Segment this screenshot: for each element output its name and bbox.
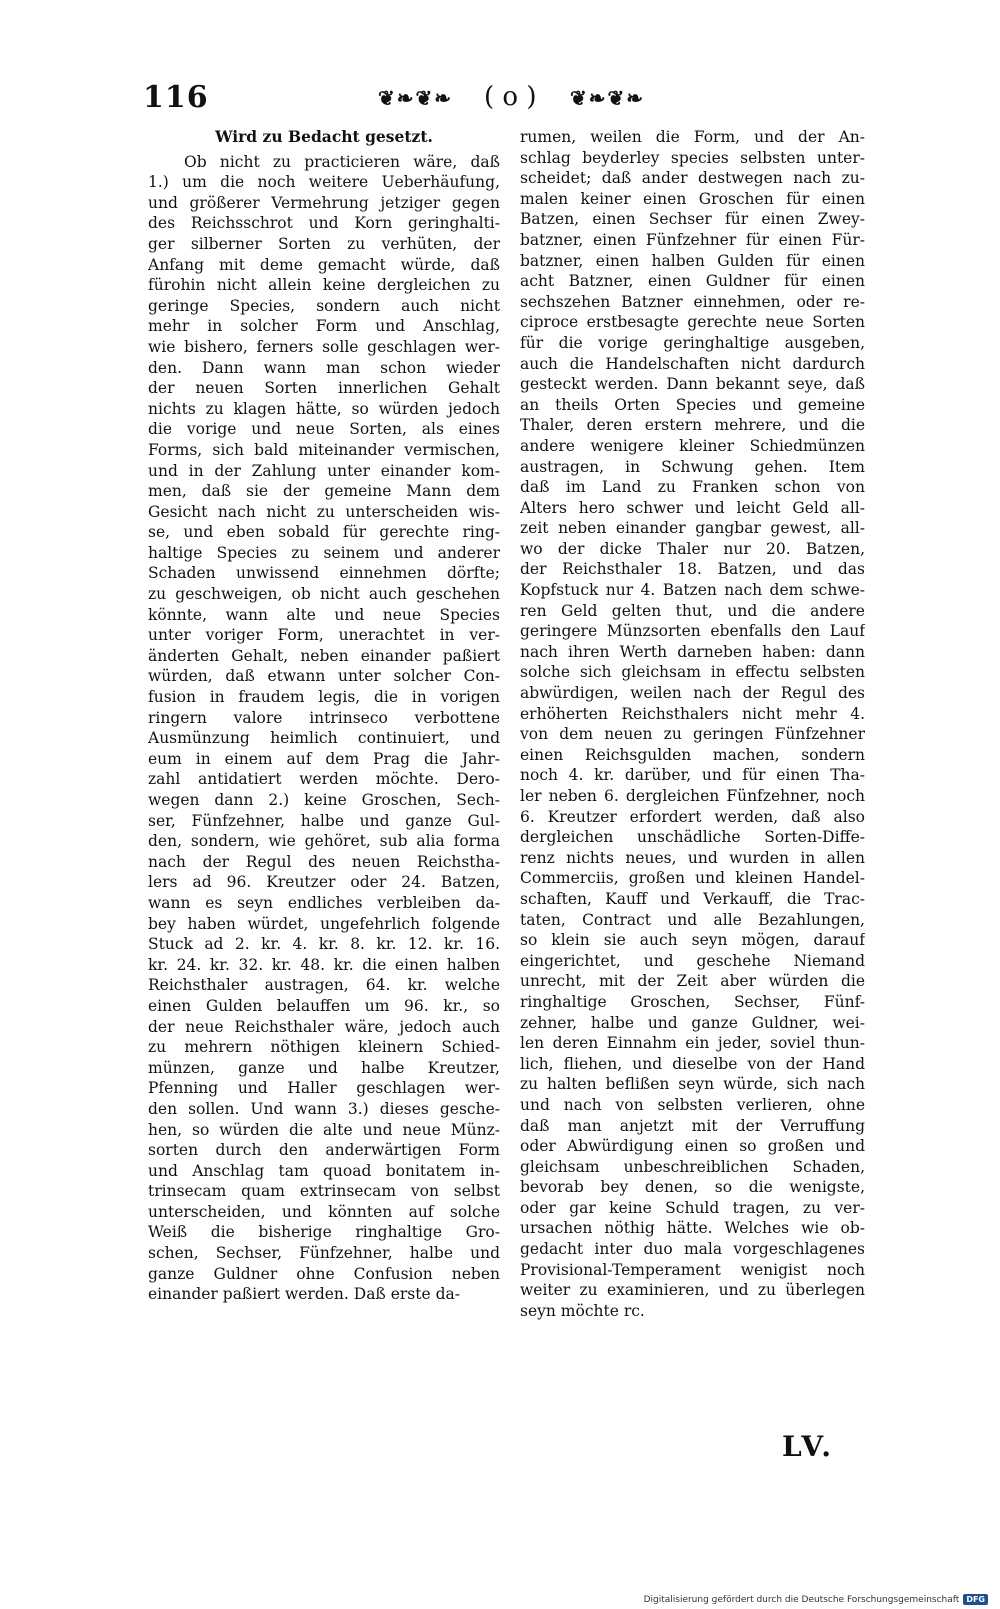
text-line: ringern valore intrinseco verbottene (148, 708, 500, 727)
text-line: abwürdigen, weilen nach der Regul des (520, 684, 865, 703)
text-line: fusion in fraudem legis, die in vorigen (148, 688, 500, 707)
text-line: zeit neben einander gangbar gewest, all- (520, 519, 865, 538)
text-line: schlag beyderley species selbsten unter- (520, 148, 865, 167)
text-line: Stuck ad 2. kr. 4. kr. 8. kr. 12. kr. 16. (148, 935, 500, 954)
text-line: bevorab bey denen, so die wenigste, (520, 1178, 865, 1197)
text-line: Anfang mit deme gemacht würde, daß (148, 255, 500, 274)
text-line: weiter zu examinieren, und zu überlegen (520, 1281, 865, 1300)
right-column (520, 127, 865, 1321)
text-line: könnte, wann alte und neue Species (148, 605, 500, 624)
text-line: schaften, Kauff und Verkauff, die Trac- (520, 889, 865, 908)
page-header (0, 80, 1000, 120)
text-line: renz nichts neues, und wurden in allen (520, 848, 865, 867)
text-line: der Reichsthaler 18. Batzen, und das (520, 560, 865, 579)
text-line: geringere Münzsorten ebenfalls den Lauf (520, 622, 865, 641)
text-line: andere wenigere kleiner Schiedmünzen (520, 436, 865, 455)
text-line: Thaler, deren erstern mehrere, und die (520, 416, 865, 435)
text-line: trinsecam quam extrinsecam von selbst (148, 1182, 500, 1201)
text-line: kr. 24. kr. 32. kr. 48. kr. die einen halben (148, 955, 500, 974)
ornament-left-icon: ❦❧❦❧ (378, 86, 454, 110)
text-line: nichts zu klagen hätte, so würden jedoch (148, 399, 500, 418)
text-line: erhöherten Reichsthalers nicht mehr 4. (520, 704, 865, 723)
dfg-logo-icon: DFG (963, 1594, 988, 1605)
text-line: ciproce erstbesagte gerechte neue Sorten (520, 313, 865, 332)
text-line: zu mehrern nöthigen kleinern Schied- (148, 1038, 500, 1057)
text-line: dergleichen unschädliche Sorten-Diffe- (520, 828, 865, 847)
text-line: 1.) um die noch weitere Ueberhäufung, (148, 173, 500, 192)
text-line: lers ad 96. Kreutzer oder 24. Batzen, (148, 873, 500, 892)
text-line: oder gar keine Schuld tragen, zu ver- (520, 1198, 865, 1217)
text-line: Weiß die bisherige ringhaltige Gro- (148, 1223, 500, 1242)
text-line: Provisional-Temperament wenigist noch (520, 1260, 865, 1279)
text-line: daß im Land zu Franken schon von (520, 478, 865, 497)
text-line: daß man anjetzt mit der Verruffung (520, 1116, 865, 1135)
text-line: nach ihren Werth darneben haben: dann (520, 642, 865, 661)
text-line: eum in einem auf dem Prag die Jahr- (148, 749, 500, 768)
text-line: sechszehen Batzner einnehmen, oder re- (520, 292, 865, 311)
text-line: solche sich gleichsam in effectu selbsten (520, 663, 865, 682)
text-line: Ob nicht zu practicieren wäre, daß (184, 152, 500, 171)
text-line: wie bishero, ferners solle geschlagen wer- (148, 337, 500, 356)
text-line: der neue Reichsthaler wäre, jedoch auch (148, 1017, 500, 1036)
text-line: ger silberner Sorten zu verhüten, der (148, 234, 500, 253)
text-line: einen Gulden belauffen um 96. kr., so (148, 996, 500, 1015)
text-line: unrecht, mit der Zeit aber würden die (520, 972, 865, 991)
text-line: noch 4. kr. darüber, und für einen Tha- (520, 766, 865, 785)
text-line: Ausmünzung heimlich continuiert, und (148, 729, 500, 748)
header-center-mark: ( o ) (484, 82, 537, 112)
text-line: einander paßiert werden. Daß erste da- (148, 1285, 460, 1304)
text-line: so klein sie auch seyn mögen, darauf (520, 931, 865, 950)
text-line: eingerichtet, und geschehe Niemand (520, 951, 865, 970)
text-line: Kopfstuck nur 4. Batzen nach dem schwe- (520, 581, 865, 600)
text-line: Forms, sich bald miteinander vermischen, (148, 440, 500, 459)
text-line: hen, so würden die alte und neue Münz- (148, 1120, 500, 1139)
text-line: acht Batzner, einen Guldner für einen (520, 272, 865, 291)
text-line: mehr in solcher Form und Anschlag, (148, 317, 500, 336)
text-line: ursachen nöthig hätte. Welches wie ob- (520, 1219, 865, 1238)
text-line: ser, Fünfzehner, halbe und ganze Gul- (148, 811, 500, 830)
text-line: Reichsthaler austragen, 64. kr. welche (148, 976, 500, 995)
text-line: und größerer Vermehrung jetziger gegen (148, 193, 500, 212)
catchword: LV. (782, 1430, 834, 1463)
text-line: rumen, weilen die Form, und der An- (520, 128, 865, 146)
text-line: zehner, halbe und ganze Guldner, wei- (520, 1013, 865, 1032)
section-heading: Wird zu Bedacht gesetzt. (215, 127, 433, 146)
text-line: gedacht inter duo mala vorgeschlagenes (520, 1240, 865, 1259)
text-line: Gesicht nach nicht zu unterscheiden wis- (148, 502, 500, 521)
text-line: wegen dann 2.) keine Groschen, Sech- (148, 791, 500, 809)
text-line: von dem neuen zu geringen Fünfzehner (520, 725, 865, 744)
text-line: haltige Species zu seinem und anderer (148, 543, 500, 562)
digitization-footer (644, 1594, 988, 1605)
text-line: gesteckt werden. Dann bekannt seye, daß (520, 375, 865, 394)
text-line: fürohin nicht allein keine dergleichen zu (148, 276, 500, 295)
text-line: zu geschweigen, ob nicht auch geschehen (148, 585, 500, 604)
text-line: oder Abwürdigung einen so großen und (520, 1137, 865, 1156)
text-line: gleichsam unbeschreiblichen Schaden, (520, 1157, 865, 1176)
text-line: zu halten beflißen seyn würde, sich nach (520, 1075, 865, 1094)
text-line: zahl antidatiert werden möchte. Dero- (148, 770, 500, 789)
text-line: und nach von selbsten verlieren, ohne (520, 1095, 865, 1114)
text-line: auch die Handelschaften nicht dardurch (520, 354, 865, 373)
text-line: geringe Species, sondern auch nicht (148, 296, 500, 315)
text-line: scheidet; daß ander destwegen nach zu- (520, 169, 865, 188)
text-line: und Anschlag tam quoad bonitatem in- (148, 1161, 500, 1180)
text-line: sorten durch den anderwärtigen Form (148, 1141, 500, 1160)
text-line: münzen, ganze und halbe Kreutzer, (148, 1058, 500, 1077)
text-line: würden, daß etwann unter solcher Con- (148, 667, 500, 686)
text-line: ringhaltige Groschen, Sechser, Fünf- (520, 992, 865, 1011)
text-line: Alters hero schwer und leicht Geld all- (520, 498, 865, 517)
text-line: des Reichsschrot und Korn geringhalti- (148, 214, 500, 233)
text-line: einen Reichsgulden machen, sondern (520, 745, 865, 764)
left-column (148, 127, 500, 1305)
text-line: malen keiner einen Groschen für einen (520, 189, 865, 208)
text-line: austragen, in Schwung gehen. Item (520, 457, 865, 476)
text-line: men, daß sie der gemeine Mann dem (148, 482, 500, 501)
text-line: Schaden unwissend einnehmen dörfte; (148, 564, 500, 583)
text-line: den, sondern, wie gehöret, sub alia forma (148, 832, 500, 851)
text-line: ganze Guldner ohne Confusion neben (148, 1264, 500, 1283)
text-line: Batzen, einen Sechser für einen Zwey- (520, 210, 865, 229)
text-line: wann es seyn endliches verbleiben da- (148, 893, 500, 912)
text-line: der neuen Sorten innerlichen Gehalt (148, 379, 500, 398)
text-line: bey haben würdet, ungefehrlich folgende (148, 914, 500, 933)
text-line: an theils Orten Species und gemeine (520, 395, 865, 414)
text-line: für die vorige geringhaltige ausgeben, (520, 333, 865, 352)
page-number: 116 (143, 80, 209, 115)
footer-text: Digitalisierung gefördert durch die Deutsche Forschungsgemeinschaft (643, 1594, 960, 1605)
ornament-right-icon: ❦❧❦❧ (570, 86, 646, 110)
text-line: seyn möchte rc. (520, 1301, 645, 1320)
text-line: se, und eben sobald für gerechte ring- (148, 523, 500, 542)
text-line: nach der Regul des neuen Reichstha- (148, 852, 500, 871)
text-line: batzner, einen halben Gulden für einen (520, 251, 865, 270)
text-line: den. Dann wann man schon wieder (148, 358, 500, 377)
text-line: taten, Contract und alle Bezahlungen, (520, 910, 865, 929)
text-line: unter voriger Form, unerachtet in ver- (148, 626, 500, 645)
text-line: ler neben 6. dergleichen Fünfzehner, noch (520, 787, 865, 805)
text-line: Commerciis, großen und kleinen Handel- (520, 869, 865, 888)
text-line: ren Geld gelten thut, und die andere (520, 601, 865, 620)
text-line: schen, Sechser, Fünfzehner, halbe und (148, 1244, 500, 1263)
text-line: die vorige und neue Sorten, als eines (148, 420, 500, 439)
text-line: Pfenning und Haller geschlagen wer- (148, 1079, 500, 1098)
text-line: lich, fliehen, und dieselbe von der Hand (520, 1054, 865, 1073)
text-line: wo der dicke Thaler nur 20. Batzen, (520, 539, 865, 558)
text-line: und in der Zahlung unter einander kom- (148, 461, 500, 480)
text-line: änderten Gehalt, neben einander paßiert (148, 646, 500, 665)
text-line: len deren Einnahm ein jeder, soviel thun- (520, 1034, 865, 1053)
text-line: unterscheiden, und könnten auf solche (148, 1202, 500, 1221)
text-line: den sollen. Und wann 3.) dieses gesche- (148, 1099, 500, 1118)
text-line: 6. Kreutzer erfordert werden, daß also (520, 807, 865, 826)
text-line: batzner, einen Fünfzehner für einen Für- (520, 230, 865, 249)
